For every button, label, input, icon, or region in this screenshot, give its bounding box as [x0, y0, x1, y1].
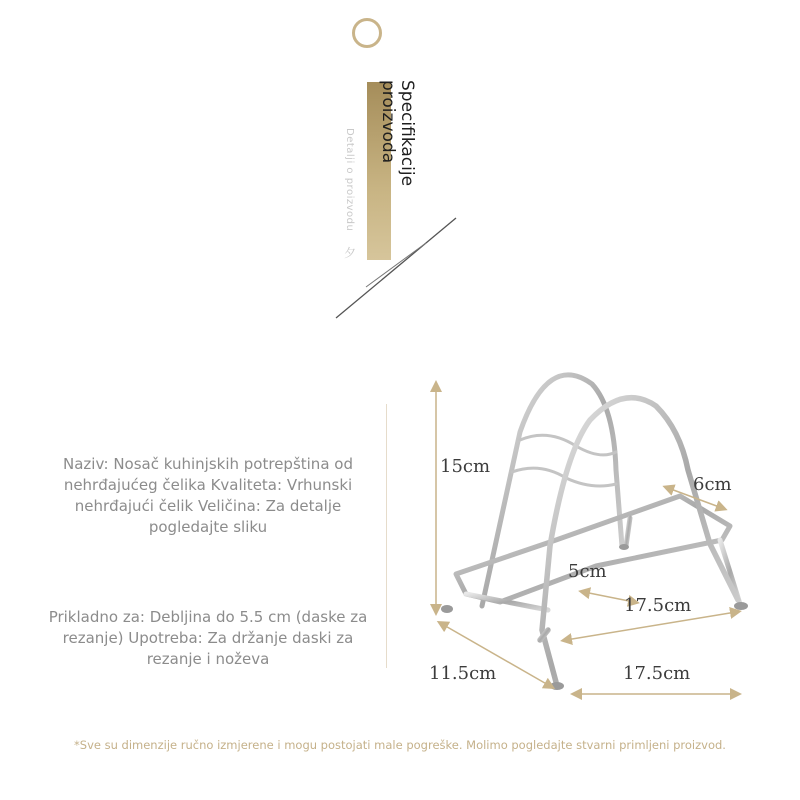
dim-bottom-length-label: 17.5cm: [623, 663, 691, 684]
subtitle-glyph: 夕: [344, 246, 357, 260]
dim-height-label: 15cm: [440, 456, 491, 477]
product-description-top: Naziv: Nosač kuhinjskih potrepština od nehrđajućeg čelika Kvaliteta: Vrhunski nehrđajući čelik Veličina: Za detalje pogledajte sliku: [63, 455, 353, 536]
product-description-bottom: Prikladno za: Debljina do 5.5 cm (daske za rezanje) Upotreba: Za držanje daski za rezanje i noževa: [48, 608, 368, 668]
dim-top-width-label: 6cm: [693, 474, 732, 495]
dimension-arrows: [436, 386, 736, 694]
dim-depth-label: 11.5cm: [429, 663, 497, 684]
spec-subtitle: Detalji o proizvodu: [344, 128, 355, 232]
dim-inner-length-label: 17.5cm: [624, 595, 692, 616]
spec-title: Specifikacije proizvoda: [378, 80, 417, 187]
base-frame: [456, 496, 740, 610]
measurement-footnote: *Sve su dimenzije ručno izmjerene i mogu postojati male pogreške. Molimo pogledajte stvarni primljeni proizvod.: [74, 738, 726, 752]
dim-slot-label: 5cm: [568, 561, 607, 582]
